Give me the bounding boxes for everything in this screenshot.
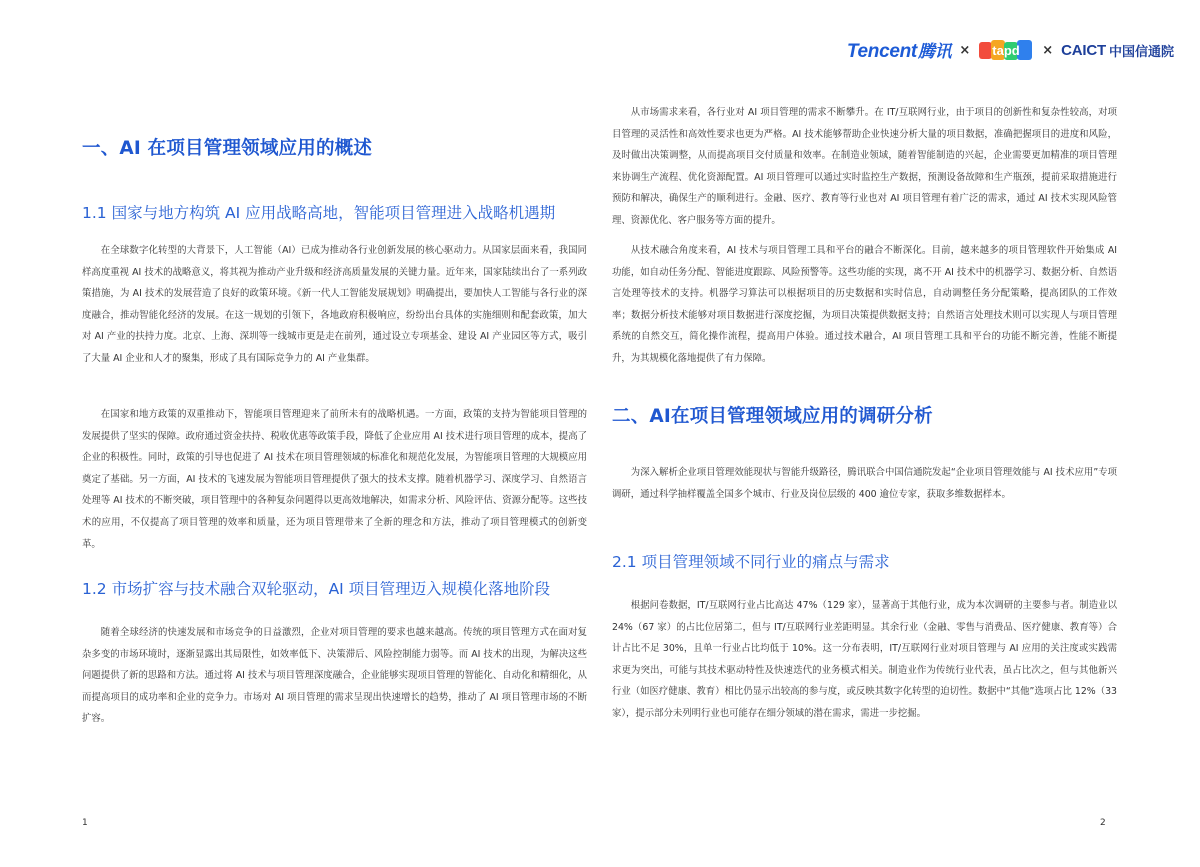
paragraph: 从技术融合角度来看，AI 技术与项目管理工具和平台的融合不断深化。目前，越来越多的项目管理软件开始集成 AI 功能，如自动任务分配、智能进度跟踪、风险预警等。这些功能的实现，离不开 AI 技术中的机器学习、数据分析、自然语言处理等技术的支持。机器学习算法可以根据项目的历史数据和实时信息，自动调整任务分配策略，提高团队的工作效率；数据分析技术能够对项目数据进行深度挖掘，为项目决策提供数据支持；自然语言处理技术则可以实现人与项目管理系统的自然交互，简化操作流程，提高用户体验。通过技术融合，AI 项目管理工具和平台的功能不断完善，性能不断提升，为其规模化落地提供了有力保障。 [612,245,1117,364]
tapd-logo-mark [978,37,1034,63]
subsection-1-1-title: 1.1 国家与地方构筑 AI 应用战略高地，智能项目管理进入战略机遇期 [82,204,556,222]
tapd-logo [978,37,1034,63]
tencent-logo: Tencent腾讯 [846,41,952,62]
logo-separator: × [959,42,971,58]
subsection-1-2-title: 1.2 市场扩容与技术融合双轮驱动，AI 项目管理迈入规模化落地阶段 [82,580,551,598]
paragraph: 从市场需求来看，各行业对 AI 项目管理的需求不断攀升。在 IT/互联网行业，由于项目的创新性和复杂性较高，对项目管理的灵活性和高效性要求也更为严格。AI 技术能够帮助企业快速分析大量的项目数据，准确把握项目的进度和风险，及时做出决策调整，从而提高项目交付质量和效率。在制造业领域，随着智能制造的兴起，企业需要更加精准的项目管理来协调生产流程、优化资源配置。AI 项目管理可以通过实时监控生产数据，预测设备故障和生产瓶颈，提前采取措施进行预防和解决，确保生产的顺利进行。金融、医疗、教育等行业也对 AI 项目管理有着广泛的需求，通过 AI 技术实现风险管理、资源优化、客户服务等方面的提升。 [612,107,1117,226]
page-number: 2 [1100,818,1106,828]
page-number: 1 [82,818,88,828]
header-logos [847,36,1174,64]
tapd-logo-text: tapd [992,43,1020,58]
paragraph: 根据问卷数据，IT/互联网行业占比高达 47%（129 家），显著高于其他行业，成为本次调研的主要参与者。制造业以 24%（67 家）的占比位居第二，但与 IT/互联网行业差距明显。其余行业（金融、零售与消费品、医疗健康、教育等）合计占比不足 30%，且单一行业占比均低于 10%。这一分布表明，IT/互联网行业对项目管理与 AI 应用的关注度或实践需求更为突出，可能与其技术驱动特性及快速迭代的业务模式相关。制造业作为传统行业代表，虽占比次之，但与其他新兴行业（如医疗健康、教育）相比仍显示出较高的参与度，或反映其数字化转型的迫切性。数据中“其他”选项占比 12%（33 家），提示部分未列明行业也可能存在细分领域的潜在需求，需进一步挖掘。 [612,600,1117,719]
paragraph: 随着全球经济的快速发展和市场竞争的日益激烈，企业对项目管理的要求也越来越高。传统的项目管理方式在面对复杂多变的市场环境时，逐渐显露出其局限性，如效率低下、决策滞后、风险控制能力弱等。而 AI 技术的出现，为解决这些问题提供了新的思路和方法。通过将 AI 技术与项目管理深度融合，企业能够实现项目管理的智能化、自动化和精细化，从而提高项目的成功率和企业的竞争力。市场对 AI 项目管理的需求呈现出快速增长的趋势，推动了 AI 项目管理市场的不断扩容。 [82,627,587,725]
paragraph: 在全球数字化转型的大背景下，人工智能（AI）已成为推动各行业创新发展的核心驱动力。从国家层面来看，我国同样高度重视 AI 技术的战略意义，将其视为推动产业升级和经济高质量发展的关键力量。近年来，国家陆续出台了一系列政策措施，为 AI 技术的发展营造了良好的政策环境。《新一代人工智能发展规划》明确提出，要加快人工智能与各行业的深度融合，推动智能化经济的发展。在这一规划的引领下，各地政府积极响应，纷纷出台具体的实施细则和配套政策，加大对 AI 产业的扶持力度。北京、上海、深圳等一线城市更是走在前列，通过设立专项基金、建设 AI 产业园区等方式，吸引了大量 AI 企业和人才的聚集，形成了具有国际竞争力的 AI 产业集群。 [82,245,587,364]
paragraph: 为深入解析企业项目管理效能现状与智能升级路径，腾讯联合中国信通院发起“企业项目管理效能与 AI 技术应用”专项调研，通过科学抽样覆盖全国多个城市、行业及岗位层级的 400 逾位专家，获取多维数据样本。 [612,467,1117,500]
section-2-title: 二、AI在项目管理领域应用的调研分析 [612,406,933,427]
caict-logo: CAICT 中国信通院 [1061,41,1174,60]
section-1-title: 一、AI 在项目管理领域应用的概述 [82,138,373,159]
subsection-2-1-title: 2.1 项目管理领域不同行业的痛点与需求 [612,553,890,571]
paragraph: 在国家和地方政策的双重推动下，智能项目管理迎来了前所未有的战略机遇。一方面，政策的支持为智能项目管理的发展提供了坚实的保障。政府通过资金扶持、税收优惠等政策手段，降低了企业应用 AI 技术进行项目管理的成本，提高了企业的积极性。同时，政策的引导也促进了 AI 技术在项目管理领域的标准化和规范化发展，为智能项目管理的大规模应用奠定了基础。另一方面，AI 技术的飞速发展为智能项目管理提供了强大的技术支撑。随着机器学习、深度学习、自然语言处理等 AI 技术的不断突破，项目管理中的各种复杂问题得以更高效地解决，如需求分析、风险评估、资源分配等。这些技术的应用，不仅提高了项目管理的效率和质量，还为项目管理带来了全新的理念和方法，推动了项目管理模式的创新变革。 [82,409,587,550]
logo-separator: × [1042,42,1054,58]
